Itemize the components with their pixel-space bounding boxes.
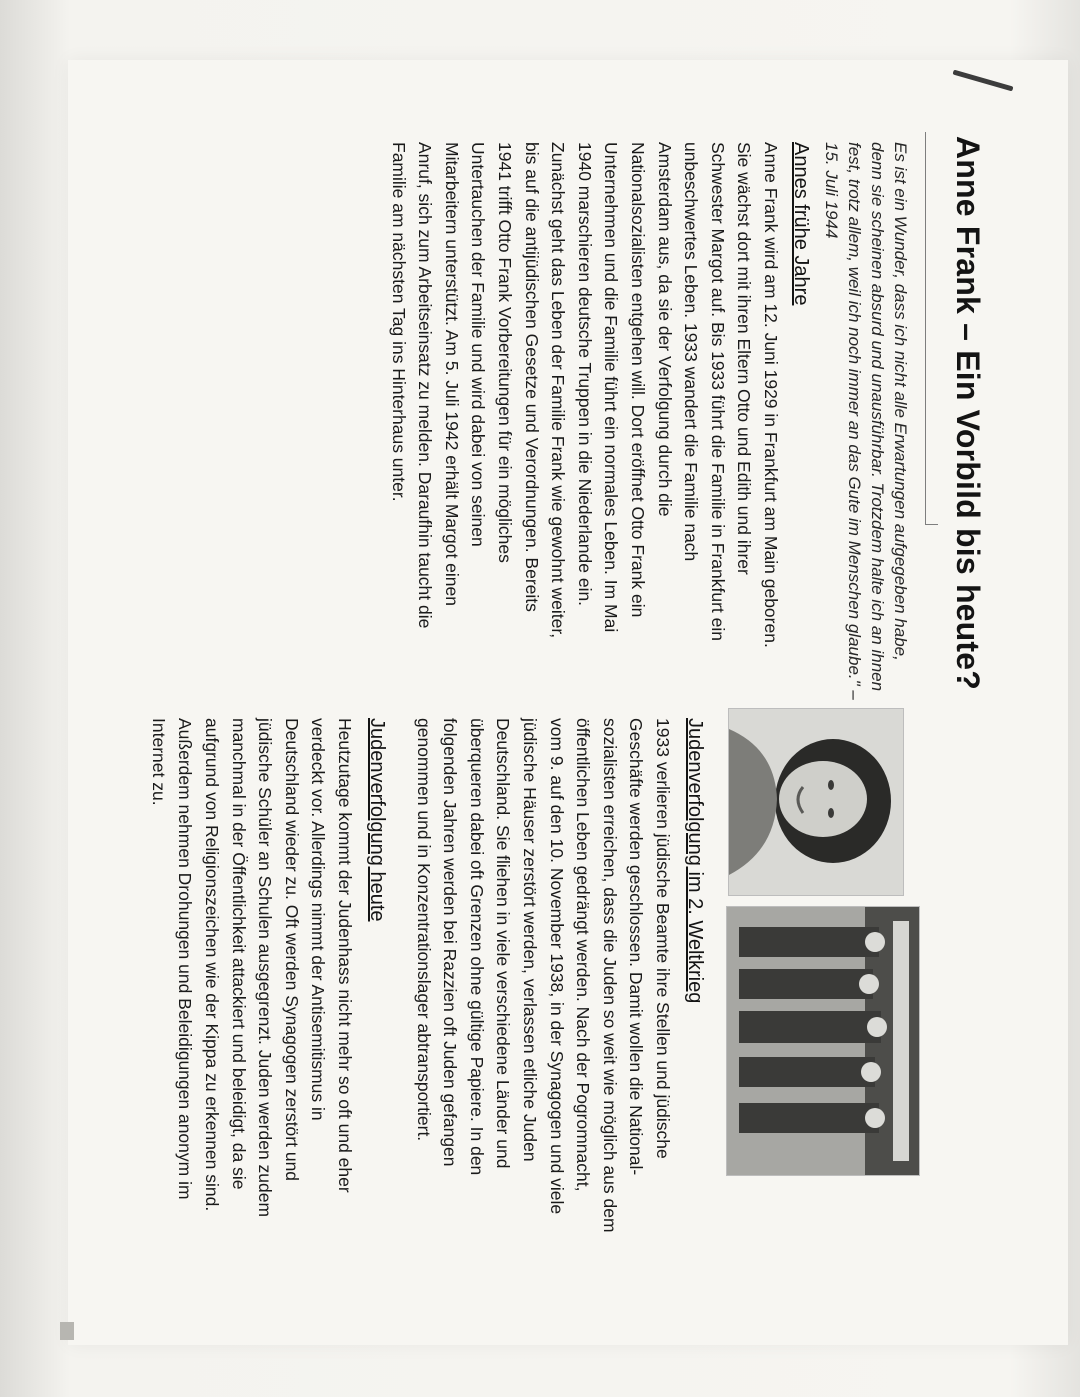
group-illustration [727, 907, 919, 1175]
section-text-today: Heutzutage kommt der Judenhass nicht mehr so oft und eher verdeckt vor. Allerdings nimmt der Antisemitismus in Deutschland wieder zu. Oft werden Synagogen zerstört und jüdische Schüler an Schulen ausgegrenzt. Juden werden zudem manchmal in der Öffentlichkeit attackiert und beleidigt, da sie aufgrund von Religionszeichen wie der Kippa zu erkennen sind. Außerdem nehmen Drohungen und Beleidigungen anonym im Internet zu. [148, 718, 355, 1218]
anne-frank-portrait-photo [728, 708, 904, 896]
group-photo [726, 906, 920, 1176]
section-heading-today: Judenverfolgung heute [366, 718, 388, 922]
title-frame [925, 132, 938, 525]
page-title: Anne Frank – Ein Vorbild bis heute? [950, 136, 986, 691]
section-heading-early-years: Annes frühe Jahre [790, 142, 812, 306]
section-heading-ww2: Judenverfolgung im 2. Weltkrieg [684, 718, 706, 1004]
portrait-illustration [729, 709, 903, 895]
section-text-ww2: 1933 verlieren jüdische Beamte ihre Stellen und jüdische Geschäfte werden geschlossen. Damit wollen die National- sozialisten erreichen, dass die Juden so weit wie möglich aus dem öffentlichen Leben gedrängt werden. Nach der Pogromnacht, vom 9. auf den 10. November 1938, in der Synagogen und viele jüdische Häuser zerstört werden, verlassen etliche Juden Deutschland. Sie fliehen in viele verschiedene Länder und überqueren dabei oft Grenzen ohne gültige Papiere. In den folgenden Jahren werden bei Razzien oft Juden gefangen genommen und in Konzentrationslager abtransportiert. [413, 718, 673, 1233]
quote-text: Es ist ein Wunder, dass ich nicht alle Erwartungen aufgegeben habe, denn sie scheinen absurd und unausführbar. Trotzdem halte ich an ihnen fest, trotz allem, weil ich noch immer an das Gute im Menschen glaube." – 15. Juli 1944 [822, 142, 910, 700]
section-text-early-years: Anne Frank wird am 12. Juni 1929 in Frankfurt am Main geboren. Sie wächst dort mit ihren Eltern Otto und Edith und ihrer Schwester Margot auf. Bis 1933 führt die Familie in Frankfurt ein unbeschwertes Leben. 1933 wandert die Familie nach Amsterdam aus, da sie der Verfolgung durch die Nationalsozialisten entgehen will. Dort eröffnet Otto Frank ein Unternehmen und die Familie führt ein normales Leben. Im Mai 1940 marschieren deutsche Truppen in die Niederlande ein. Zunächst geht das Leben der Familie Frank wie gewohnt weiter, bis auf die antijüdischen Gesetze und Verordnungen. Bereits 1941 trifft Otto Frank Vorbereitungen für ein mögliches Untertauchen der Familie und wird dabei von seinen Mitarbeitern unterstützt. Am 5. Juli 1942 erhält Margot einen Anruf, sich zum Arbeitseinsatz zu melden. Daraufhin taucht die Familie am nächsten Tag ins Hinterhaus unter. [388, 142, 781, 648]
document-page [60, 92, 1000, 1372]
